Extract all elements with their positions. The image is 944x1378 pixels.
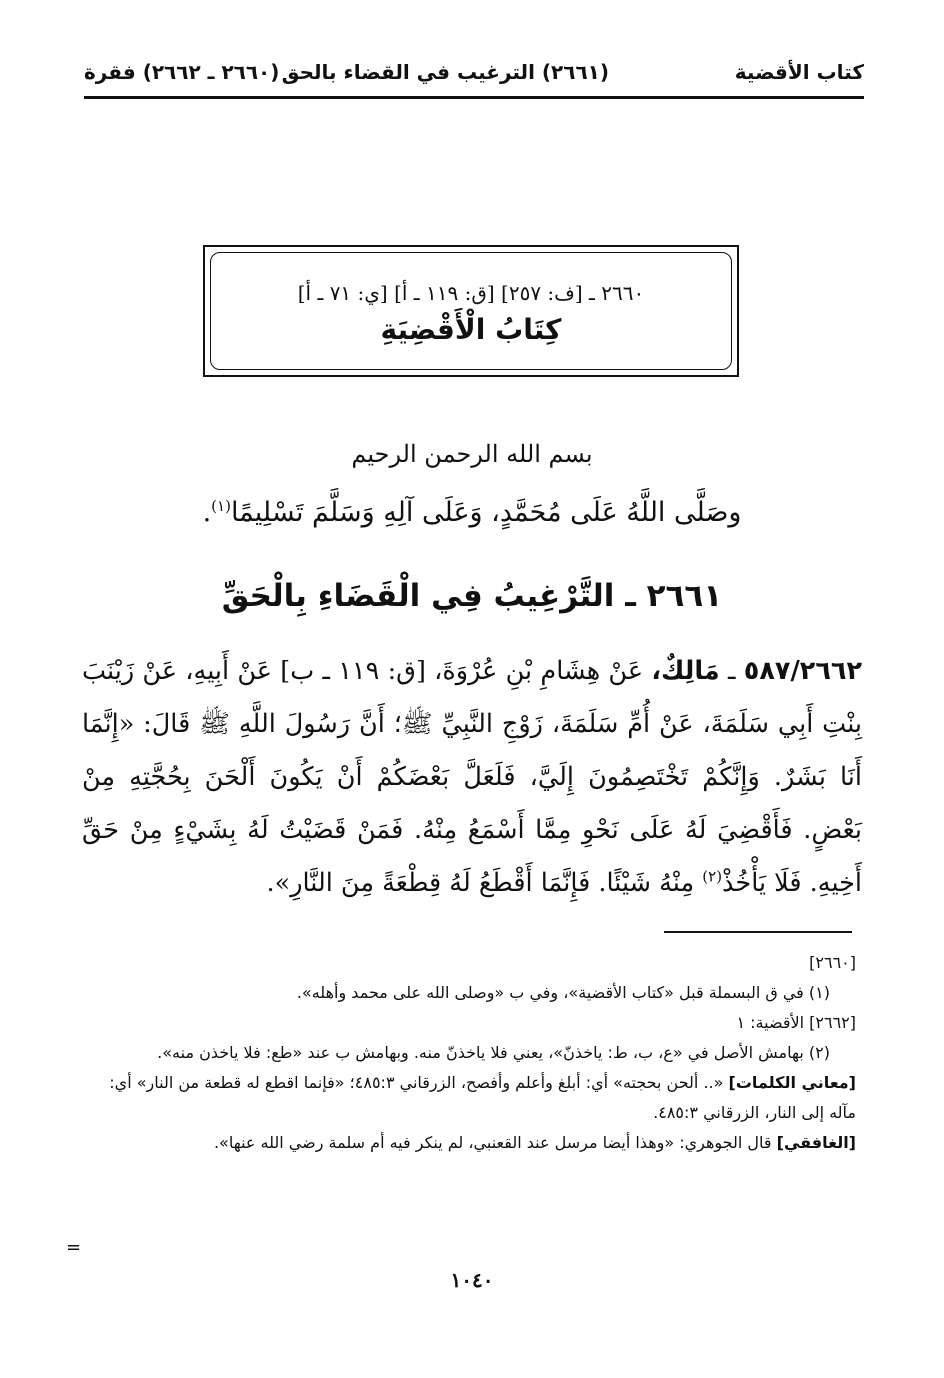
hadith-dash: ـ xyxy=(728,656,736,686)
footnote-group-ref: [٢٦٦٠] xyxy=(809,953,856,972)
hadith-body: عَنْ هِشَامِ بْنِ عُرْوَةَ، [ق: ١١٩ ـ ب] عَنْ أَبِيهِ، عَنْ زَيْنَبَ بِنْتِ أَبِي سَلَمَةَ، عَنْ أُمِّ سَلَمَةَ، زَوْجِ النَّبِيِّ ﷺ؛ أَنَّ رَسُولَ اللَّهِ ﷺ قَالَ: «إِنَّمَا أَنَا بَشَرٌ. وَإِنَّكُمْ تَخْتَصِمُونَ إِلَيَّ، فَلَعَلَّ بَعْضَكُمْ أَنْ يَكُونَ أَلْحَنَ بِحُجَّتِهِ مِنْ بَعْضٍ. فَأَقْضِيَ لَهُ عَلَى نَحْوِ مِمَّا أَسْمَعُ مِنْهُ. فَمَنْ قَضَيْتُ لَهُ بِشَيْءٍ مِنْ حَقِّ أَخِيهِ. فَلَا يَأْخُذْ xyxy=(82,656,862,898)
ghafiqi-label: [الغافقي] xyxy=(776,1133,856,1152)
hadith-number: ٥٨٧/٢٦٦٢ xyxy=(743,656,863,686)
page-number: ١٠٤٠ xyxy=(450,1268,494,1292)
salawat-text: وصَلَّى اللَّهُ عَلَى مُحَمَّدٍ، وَعَلَى آلِهِ وَسَلَّمَ تَسْلِيمًا xyxy=(230,497,742,528)
book-reference: ٢٦٦٠ ـ [ف: ٢٥٧] [ق: ١١٩ ـ أ] [ي: ٧١ ـ أ] xyxy=(297,281,645,305)
hadith-body-end: مِنْهُ شَيْئًا. فَإِنَّمَا أَقْطَعُ لَهُ قِطْعَةً مِنَ النَّارِ». xyxy=(266,868,695,898)
footnote-group-ref: [٢٦٦٢] الأقضية: ١ xyxy=(736,1013,856,1032)
ghafiqi-note xyxy=(82,1128,856,1158)
footnote-item: (٢) بهامش الأصل في «ع، ب، ط: ياخذنّ»، يعني فلا ياخذنّ منه. وبهامش ب عند «طع: فلا ياخذن منه». xyxy=(157,1043,830,1062)
footnote-marker: (١) xyxy=(211,497,231,515)
continuation-mark: = xyxy=(66,1237,82,1258)
footnote-item: (١) في ق البسملة قبل «كتاب الأقضية»، وفي ب «وصلى الله على محمد وأهله». xyxy=(296,983,830,1002)
header-paragraph-range: (٢٦٦٠ ـ ٢٦٦٢) فقرة xyxy=(84,60,280,84)
basmala: بسم الله الرحمن الرحيم xyxy=(351,440,593,468)
book-title-box xyxy=(203,245,739,377)
footnotes xyxy=(82,948,856,1158)
hadith-text xyxy=(82,645,862,910)
header-book-title: كتاب الأقضية xyxy=(734,60,864,84)
book-title: كِتَابُ الْأَقْضِيَةِ xyxy=(380,313,562,346)
salawat xyxy=(0,497,944,528)
header-chapter-title: (٢٦٦١) الترغيب في القضاء بالحق xyxy=(281,60,609,84)
footnote-marker: (٢) xyxy=(702,867,723,886)
book-title-frame xyxy=(210,252,732,370)
ghafiqi-text: قال الجوهري: «وهذا أيضا مرسل عند القعنبي، لم ينكر فيه أم سلمة رضي الله عنها». xyxy=(213,1133,772,1152)
word-meanings-note xyxy=(82,1068,856,1128)
footnote-separator xyxy=(664,931,852,933)
running-header xyxy=(84,56,864,99)
salawat-end: . xyxy=(202,497,212,528)
hadith-narrator: مَالِكٌ، xyxy=(651,656,720,686)
chapter-heading: ٢٦٦١ ـ التَّرْغِيبُ فِي الْقَضَاءِ بِالْحَقِّ xyxy=(221,578,723,614)
word-meanings-text: «.. ألحن بحجته» أي: أبلغ وأعلم وأفصح، الزرقاني ٤٨٥:٣؛ «فإنما اقطع له قطعة من النار» أي: مآله إلى النار، الزرقاني ٤٨٥:٣. xyxy=(109,1073,856,1122)
word-meanings-label: [معاني الكلمات] xyxy=(728,1073,856,1092)
